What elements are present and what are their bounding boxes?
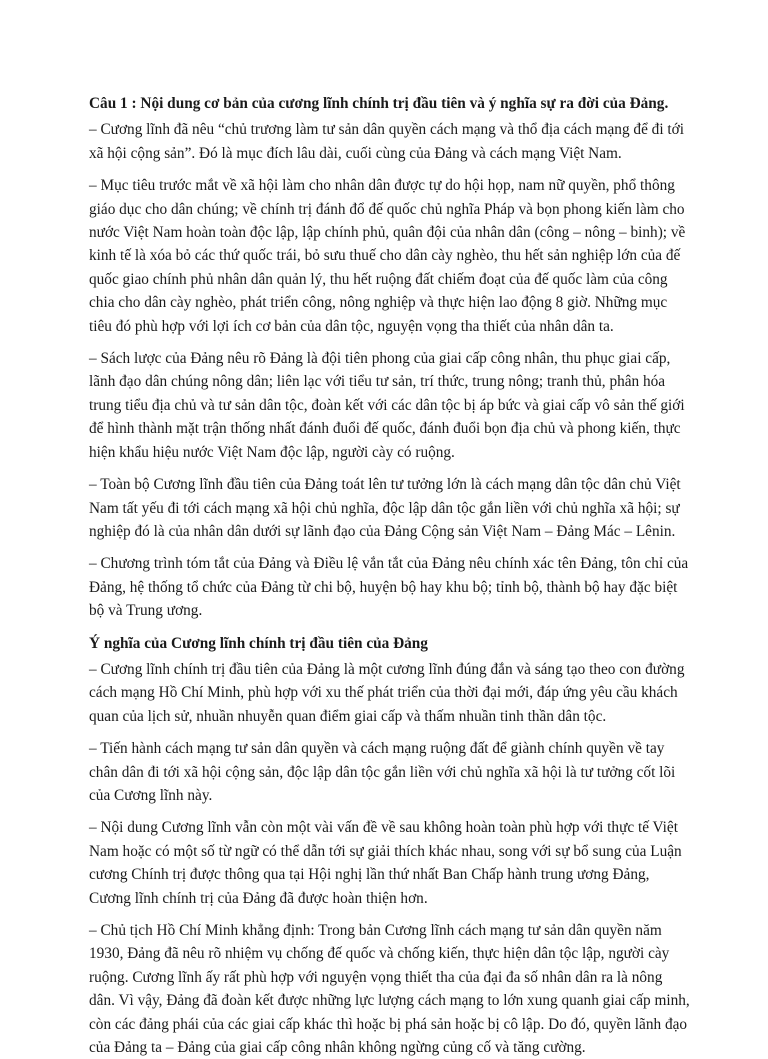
section-2-title: Ý nghĩa của Cương lĩnh chính trị đầu tiên của Đảng [89,634,428,652]
paragraph: – Chương trình tóm tắt của Đảng và Điều lệ vắn tắt của Đảng nêu chính xác tên Đảng, tôn chỉ của Đảng, hệ thống tổ chức của Đảng từ chi bộ, huyện bộ hay khu bộ; tỉnh bộ, thành bộ hay đặc biệt bộ và Trung ương. [89,555,689,620]
paragraph: – Mục tiêu trước mắt về xã hội làm cho nhân dân được tự do hội họp, nam nữ quyền, phổ thông giáo dục cho dân chúng; về chính trị đánh đổ đế quốc chủ nghĩa Pháp và bọn phong kiến làm cho nước Việt Nam hoàn toàn độc lập, lập chính phủ, quân đội của nhân dân (công – nông – binh); về kinh tế là xóa bỏ các thứ quốc trái, bỏ sưu thuế cho dân cày nghèo, thu hết sản nghiệp lớn của đế quốc giao chính phủ nhân dân quản lý, thu hết ruộng đất chiếm đoạt của đế quốc làm của công chia cho dân cày nghèo, phát triển công, nông nghiệp và thực hiện lao động 8 giờ. Những mục tiêu đó phù hợp với lợi ích cơ bản của dân tộc, nguyện vọng tha thiết của nhân dân ta. [89,177,686,335]
paragraph: – Chủ tịch Hồ Chí Minh khẳng định: Trong bản Cương lĩnh cách mạng tư sản dân quyền năm 1930, Đảng đã nêu rõ nhiệm vụ chống đế quốc và chống kiến, thực hiện dân tộc lập, người cày ruộng. Cương lĩnh ấy rất phù hợp với nguyện vọng thiết tha của đại đa số nhân dân ra là nông dân. Vì vậy, Đảng đã đoàn kết được những lực lượng cách mạng to lớn xung quanh giai cấp minh, còn các đảng phái của các giai cấp khác thì hoặc bị phá sản hoặc bị cô lập. Do đó, quyền lãnh đạo của Đảng ta – Đảng của giai cấp công nhân không ngừng củng cố và tăng cường. [89,922,690,1057]
paragraph: – Toàn bộ Cương lĩnh đầu tiên của Đảng toát lên tư tưởng lớn là cách mạng dân tộc dân chủ Việt Nam tất yếu đi tới cách mạng xã hội chủ nghĩa, độc lập dân tộc gắn liền với chủ nghĩa xã hội; sự nghiệp đó là của nhân dân dưới sự lãnh đạo của Đảng Cộng sản Việt Nam – Đảng Mác – Lênin. [89,476,681,540]
paragraph: – Cương lĩnh chính trị đầu tiên của Đảng là một cương lĩnh đúng đắn và sáng tạo theo con đường cách mạng Hồ Chí Minh, phù hợp với xu thế phát triển của thời đại mới, đáp ứng yêu cầu khách quan của lịch sử, nhuần nhuyễn quan điểm giai cấp và thấm nhuần tinh thần dân tộc. [89,660,685,725]
paragraph: – Cương lĩnh đã nêu “chủ trương làm tư sản dân quyền cách mạng và thổ địa cách mạng để đi tới xã hội cộng sản”. Đó là mục đích lâu dài, cuối cùng của Đảng và cách mạng Việt Nam. [89,121,684,162]
section-1-title: Câu 1 : Nội dung cơ bản của cương lĩnh chính trị đầu tiên và ý nghĩa sự ra đời của Đảng. [89,95,669,112]
paragraph: – Sách lược của Đảng nêu rõ Đảng là đội tiên phong của giai cấp công nhân, thu phục giai cấp, lãnh đạo dân chúng nông dân; liên lạc với tiểu tư sản, trí thức, trung nông; tranh thủ, phân hóa trung tiểu địa chủ và tư sản dân tộc, đoàn kết với các dân tộc bị áp bức và giai cấp vô sản thế giới để hình thành mặt trận thống nhất đánh đuổi đế quốc, đánh đuổi bọn địa chủ và phong kiến, thực hiện khẩu hiệu nước Việt Nam độc lập, người cày có ruộng. [89,350,685,461]
paragraph: – Tiến hành cách mạng tư sản dân quyền và cách mạng ruộng đất để giành chính quyền về tay chân dân đi tới xã hội cộng sản, độc lập dân tộc gắn liền với chủ nghĩa xã hội là tư tưởng cốt lõi của Cương lĩnh này. [89,740,676,804]
paragraph: – Nội dung Cương lĩnh vẫn còn một vài vấn đề về sau không hoàn toàn phù hợp với thực tế Việt Nam hoặc có một số từ ngữ có thể dẫn tới sự giải thích khác nhau, song với sự bổ sung của Luận cương Chính trị được thông qua tại Hội nghị lần thứ nhất Ban Chấp hành trung ương Đảng, Cương lĩnh chính trị của Đảng đã được hoàn thiện hơn. [89,819,682,907]
